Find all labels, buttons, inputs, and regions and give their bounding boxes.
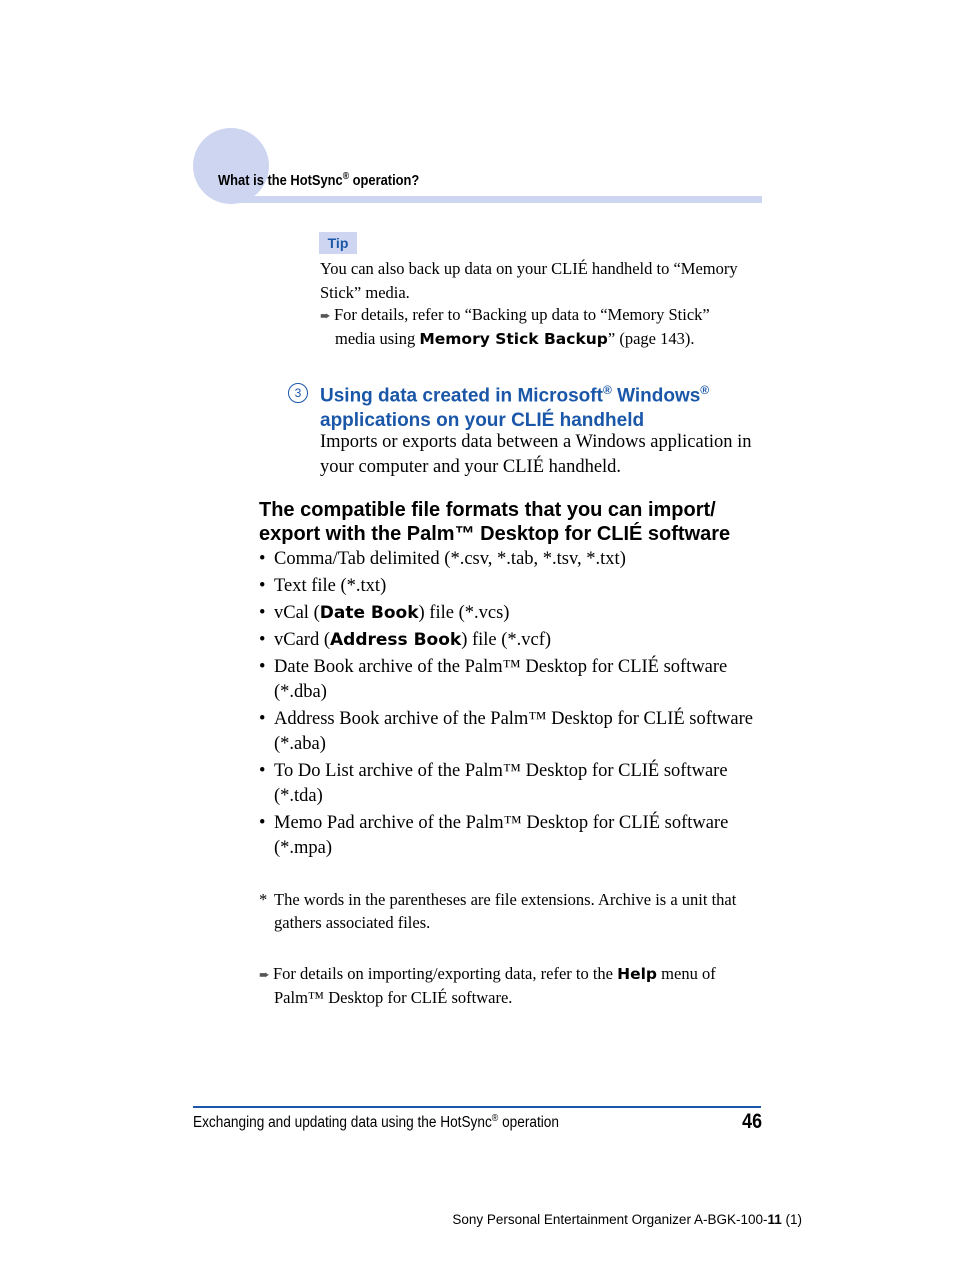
list-item: • Memo Pad archive of the Palm™ Desktop for CLIÉ software (*.mpa): [259, 813, 729, 858]
tip-text: You can also back up data on your CLIÉ handheld to “Memory Stick” media.: [320, 259, 738, 302]
section-heading: Using data created in Microsoft® Windows® applications on your CLIÉ handheld: [320, 383, 710, 432]
memory-stick-backup-label: Memory Stick Backup: [419, 330, 608, 348]
page-header-title: What is the HotSync® operation?: [218, 171, 420, 189]
section-body-text: Imports or exports data between a Windows application in your computer and your CLIÉ handheld.: [320, 432, 752, 477]
page-number: 46: [742, 1110, 762, 1133]
list-item: • Address Book archive of the Palm™ Desktop for CLIÉ software (*.aba): [259, 709, 753, 754]
formats-heading: The compatible file formats that you can import/ export with the Palm™ Desktop for CLIÉ software: [259, 499, 731, 545]
tip-reference: ➨ For details, refer to “Backing up data to “Memory Stick” media using Memory Stick Backup” (page 143).: [320, 305, 710, 348]
right-arrow-icon: ➨: [320, 308, 331, 323]
tip-badge: Tip: [319, 232, 357, 254]
header-rule: [231, 196, 762, 203]
footnote: * The words in the parentheses are file extensions. Archive is a unit that gathers associated files.: [259, 890, 737, 932]
header-circle-decoration: [193, 128, 269, 204]
help-menu-label: Help: [617, 965, 658, 983]
help-reference: ➨ For details on importing/exporting data, refer to the Help menu of Palm™ Desktop for CLIÉ software.: [259, 964, 716, 1007]
list-item: • vCard (Address Book) file (*.vcf): [259, 630, 552, 650]
formats-list: [259, 547, 764, 863]
imprint: Sony Personal Entertainment Organizer A-BGK-100-11 (1): [452, 1212, 802, 1227]
footer-rule: [193, 1106, 761, 1108]
list-item: • vCal (Date Book) file (*.vcs): [259, 603, 510, 623]
footer-chapter-title: Exchanging and updating data using the HotSync® operation: [193, 1113, 559, 1132]
right-arrow-icon: ➨: [259, 967, 270, 982]
section-number-badge: 3: [288, 383, 308, 403]
list-item: • To Do List archive of the Palm™ Desktop for CLIÉ software (*.tda): [259, 761, 728, 806]
list-item: • Date Book archive of the Palm™ Desktop for CLIÉ software (*.dba): [259, 657, 728, 702]
list-item: • Comma/Tab delimited (*.csv, *.tab, *.tsv, *.txt): [259, 549, 626, 569]
list-item: • Text file (*.txt): [259, 576, 387, 596]
